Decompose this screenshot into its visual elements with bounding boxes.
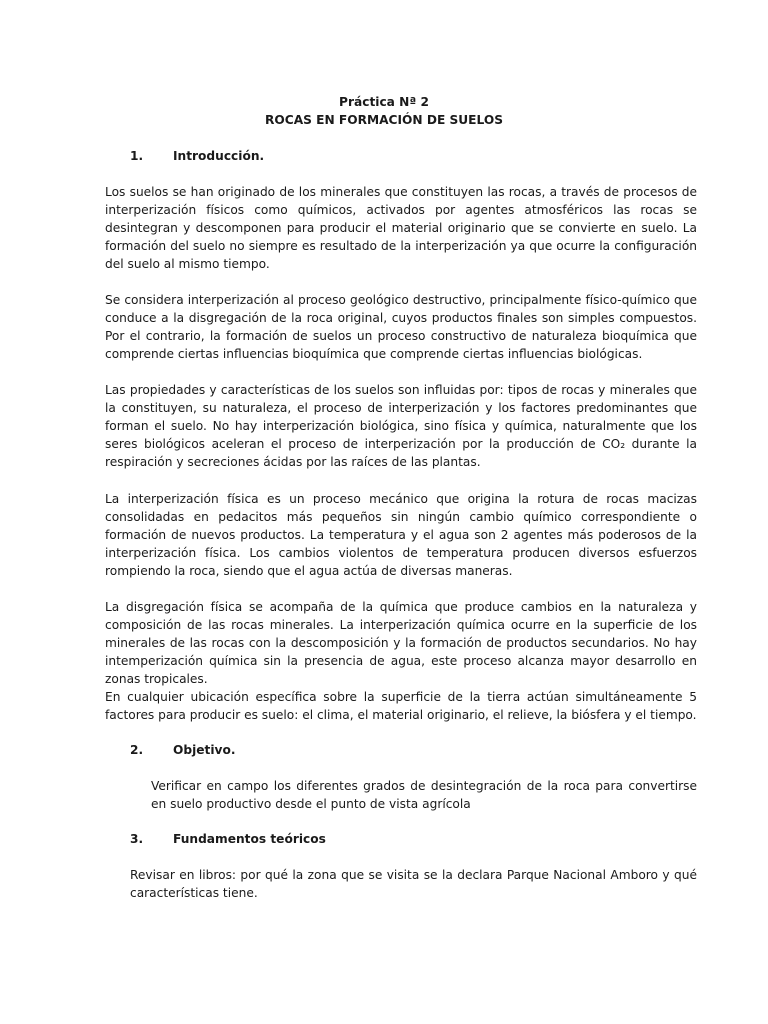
intro-paragraph-1: Los suelos se han originado de los minerales que constituyen las rocas, a través de procesos de interperización físicos como químicos, activados por agentes atmosféricos las rocas se desintegran y descomponen para producir el material originario que se convierte en suelo. La formación del suelo no siempre es resultado de la interperización ya que ocurre la configuración del suelo al mismo tiempo.	[105, 185, 697, 271]
intro-paragraph-2: Se considera interperización al proceso geológico destructivo, principalmente físico-químico que conduce a la disgregación de la roca original, cuyos productos finales son simples compuestos. Por el contrario, la formación de suelos un proceso constructivo de naturaleza bioquímica que comprende ciertas influencias bioquímica que comprende ciertas influencias biológicas.	[105, 293, 697, 361]
section-heading-objetivo	[130, 741, 235, 759]
section-number: 2.	[130, 743, 144, 757]
intro-paragraph-4: La interperización física es un proceso mecánico que origina la rotura de rocas macizas consolidadas en pedacitos más pequeños sin ningún cambio químico correspondiente o formación de nuevos productos. La temperatura y el agua son 2 agentes más poderosos de la interperización física. Los cambios violentos de temperatura producen diversos esfuerzos rompiendo la roca, siendo que el agua actúa de diversas maneras.	[105, 492, 697, 578]
document-title: Práctica Nª 2	[339, 95, 429, 109]
document-subtitle: ROCAS EN FORMACIÓN DE SUELOS	[265, 113, 503, 127]
section-title: Fundamentos teóricos	[173, 832, 326, 846]
section-number: 3.	[130, 832, 144, 846]
fundamentos-paragraph: Revisar en libros: por qué la zona que se visita se la declara Parque Nacional Amboro y qué características tiene.	[130, 868, 697, 900]
intro-paragraph-6: En cualquier ubicación específica sobre la superficie de la tierra actúan simultáneamente 5 factores para producir es suelo: el clima, el material originario, el relieve, la biósfera y el tiempo.	[105, 690, 697, 722]
objective-paragraph: Verificar en campo los diferentes grados de desintegración de la roca para convertirse en suelo productivo desde el punto de vista agrícola	[151, 779, 697, 811]
section-title: Objetivo.	[173, 743, 236, 757]
section-number: 1.	[130, 149, 144, 163]
intro-paragraph-3: Las propiedades y características de los suelos son influidas por: tipos de rocas y minerales que la constituyen, su naturaleza, el proceso de interperización y los factores predominantes que forman el suelo. No hay interperización biológica, sino física y química, naturalmente que los seres biológicos aceleran el proceso de interperización por la producción de CO₂ durante la respiración y secreciones ácidas por las raíces de las plantas.	[105, 383, 697, 469]
section-heading-fundamentos	[130, 830, 326, 848]
intro-paragraph-5: La disgregación física se acompaña de la química que produce cambios en la naturaleza y composición de las rocas minerales. La interperización química ocurre en la superficie de los minerales de las rocas con la descomposición y la formación de productos secundarios. No hay intemperización química sin la presencia de agua, este proceso alcanza mayor desarrollo en zonas tropicales.	[105, 600, 697, 686]
section-heading-introduccion	[130, 147, 264, 165]
section-title: Introducción.	[173, 149, 265, 163]
